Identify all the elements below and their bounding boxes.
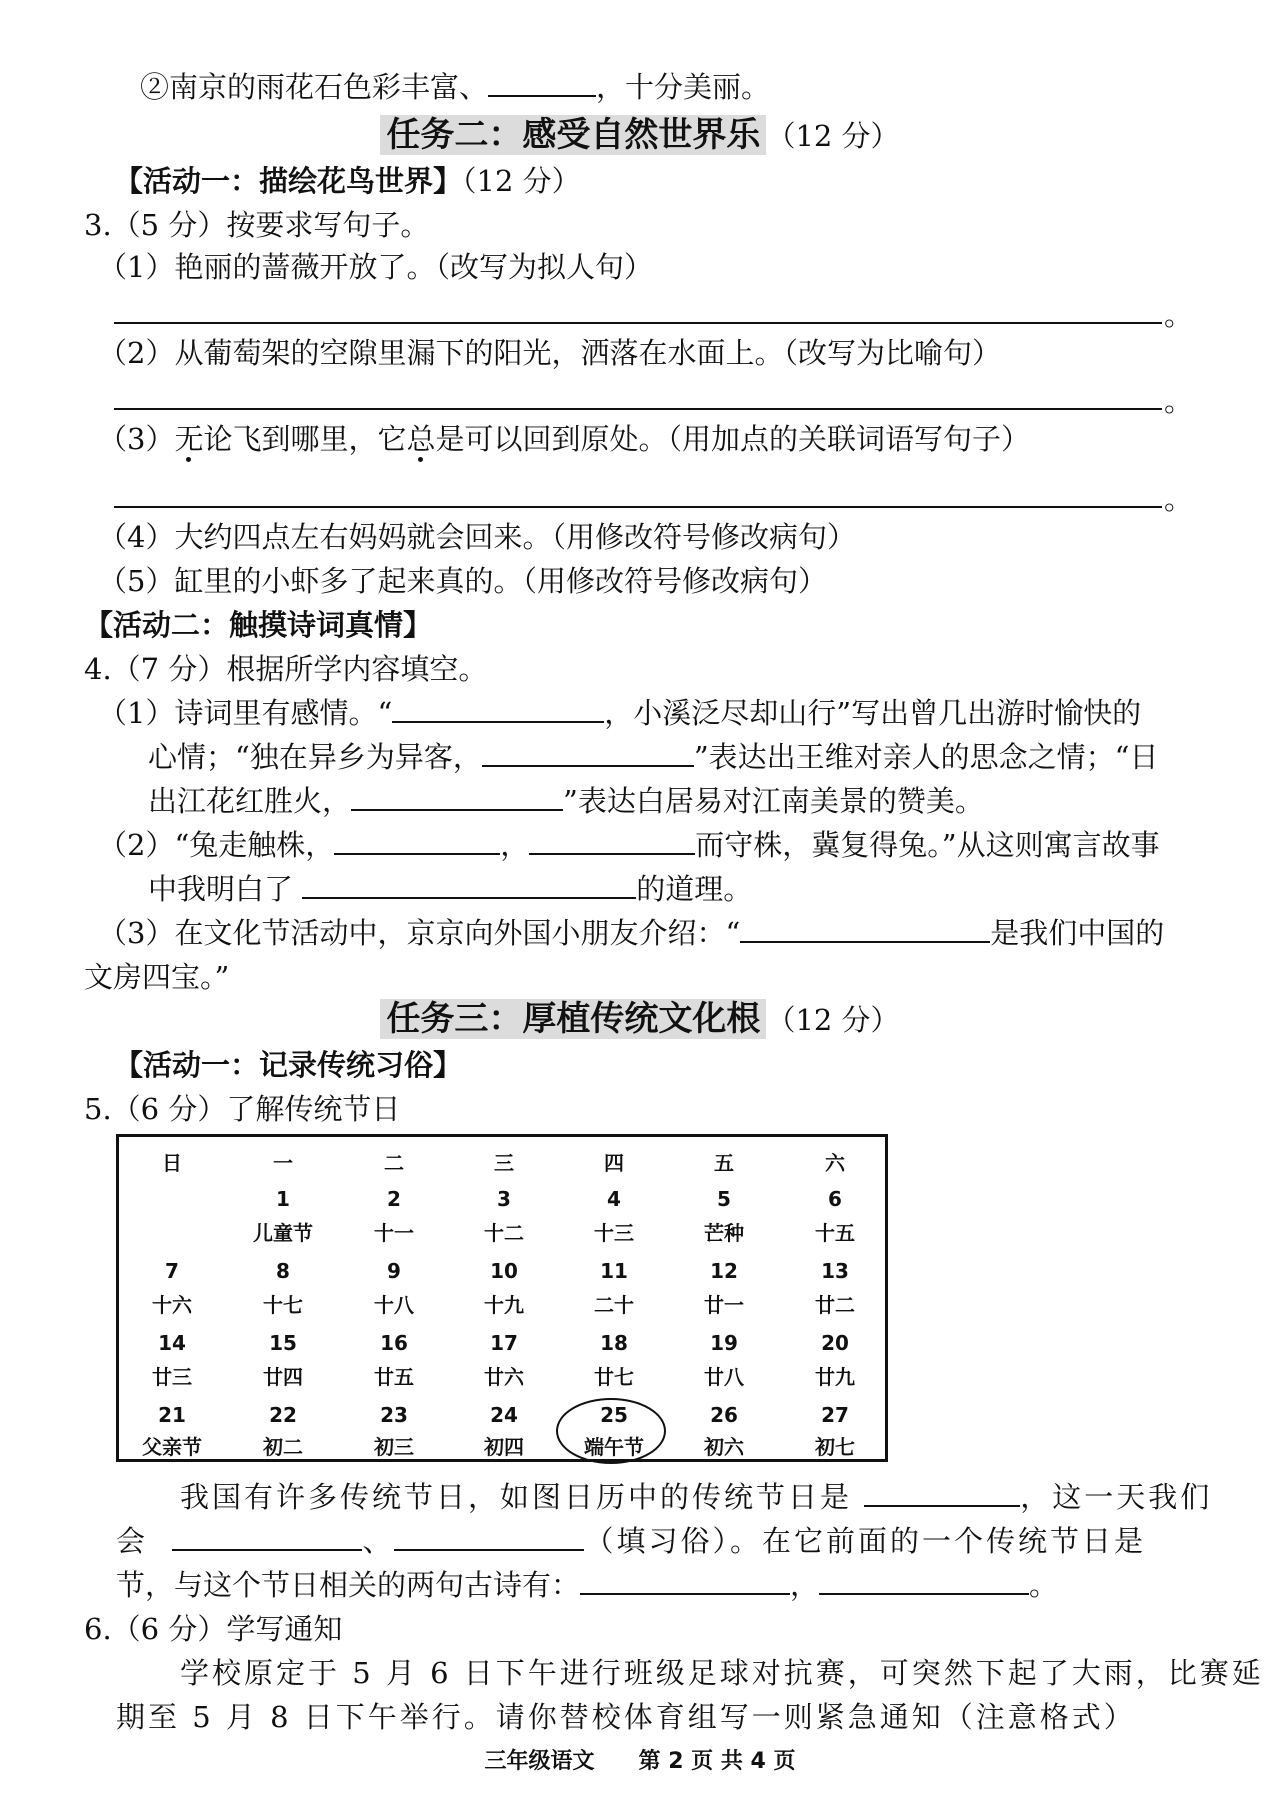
calendar-cell: 廿一 [704,1293,744,1317]
calendar-cell: 端午节 [584,1435,644,1459]
q4-item2-line1 [98,826,1160,864]
calendar-cell: 13 [821,1259,849,1283]
q5-stem: 5.（6 分）了解传统节日 [84,1092,401,1126]
q5-text-line1 [180,1478,1212,1516]
answer-blank[interactable] [488,69,596,97]
calendar-table [116,1134,888,1462]
answer-blank[interactable] [172,1523,362,1551]
q2-item2-text-end: ，十分美丽。 [596,70,771,104]
calendar-cell: 十一 [374,1221,414,1245]
calendar-cell: 24 [490,1403,518,1427]
q5-text: ， [790,1568,820,1602]
q5-text-line2 [116,1522,1146,1560]
q4-item2-line2 [148,870,752,908]
calendar-cell: 十七 [263,1293,303,1317]
q3-item3-num: （3） [98,422,175,456]
calendar-cell: 2 [387,1187,401,1211]
task3-title: 任务三：厚植传统文化根 [380,999,766,1039]
calendar-cell: 14 [158,1331,186,1355]
answer-blank[interactable] [392,695,604,723]
answer-blank[interactable] [864,1479,1020,1507]
task3-heading [0,996,1280,1043]
activity1-score: （12 分） [462,164,581,198]
calendar-cell: 十二 [484,1221,524,1245]
q2-item2-text: ②南京的雨花石色彩丰富、 [140,70,489,104]
q3-item3 [98,420,1030,458]
calendar-cell: 1 [276,1187,290,1211]
calendar-cell: 一 [273,1151,293,1175]
q4-text: 的道理。 [636,872,753,906]
calendar-cell: 廿六 [484,1365,524,1389]
calendar-cell: 初六 [704,1435,744,1459]
answer-blank[interactable] [819,1567,1029,1595]
calendar-cell: 四 [604,1151,624,1175]
dotted-word-wu: 无 [174,422,204,456]
answer-blank[interactable] [580,1567,790,1595]
calendar-cell: 9 [387,1259,401,1283]
q5-text: 。 [1029,1568,1059,1602]
dotted-word-zong: 总 [406,422,436,456]
answer-blank[interactable] [394,1523,584,1551]
calendar-cell: 22 [269,1403,297,1427]
calendar-cell: 6 [828,1187,842,1211]
festival-circle [556,1398,666,1464]
answer-blank[interactable] [334,827,500,855]
task2-heading [0,112,1280,159]
calendar-cell: 廿三 [152,1365,192,1389]
q6-stem: 6.（6 分）学写通知 [84,1612,343,1646]
q3-item1: （1）艳丽的蔷薇开放了。（改写为拟人句） [98,250,653,284]
calendar-cell: 25 [600,1403,628,1427]
q4-item1-line2 [148,738,1158,776]
q4-text: ， [500,828,530,862]
q4-text: 心情；“独在异乡为异客， [148,740,482,774]
calendar-cell: 16 [380,1331,408,1355]
q5-text: 、 [362,1524,395,1558]
page-footer: 三年级语文 第 2 页 共 4 页 [484,1749,796,1774]
calendar-cell: 19 [710,1331,738,1355]
calendar-cell: 儿童节 [253,1221,313,1245]
answer-line-2[interactable] [114,408,1162,410]
calendar-cell: 12 [710,1259,738,1283]
period-2: 。 [1164,384,1194,418]
calendar-cell: 26 [710,1403,738,1427]
calendar-cell: 廿七 [594,1365,634,1389]
task2-score: （12 分） [766,119,900,153]
q4-text: ，小溪泛尽却山行”写出曾几出游时愉快的 [604,696,1142,730]
q3-item3-text-end: 是可以回到原处。（用加点的关联词语写句子） [435,422,1031,456]
calendar-cell: 十三 [594,1221,634,1245]
q4-text: 出江花红胜火， [148,784,352,818]
answer-blank[interactable] [302,871,636,899]
activity2-heading [84,606,432,644]
q4-item3-line1 [98,914,1164,952]
q4-text: ”表达出王维对亲人的思念之情；“日 [693,740,1159,774]
calendar-cell: 11 [600,1259,628,1283]
calendar-cell: 4 [607,1187,621,1211]
q4-text: ”表达白居易对江南美景的赞美。 [563,784,984,818]
q4-text: （1）诗词里有感情。“ [98,696,393,730]
q3-stem: 3.（5 分）按要求写句子。 [84,208,430,242]
q4-text: 是我们中国的 [990,916,1165,950]
calendar-cell: 初二 [263,1435,303,1459]
activity3-heading [114,1046,462,1084]
calendar-cell: 廿四 [263,1365,303,1389]
calendar-cell: 初七 [815,1435,855,1459]
q3-item2: （2）从葡萄架的空隙里漏下的阳光，洒落在水面上。（改写为比喻句） [98,336,1001,370]
q4-text: （2）“兔走触株， [98,828,335,862]
calendar-cell: 父亲节 [142,1435,202,1459]
calendar-cell: 20 [821,1331,849,1355]
q3-item3-text: 论飞到哪里，它 [203,422,407,456]
calendar-cell: 10 [490,1259,518,1283]
answer-line-3[interactable] [114,506,1162,508]
q6-text-line2: 期至 5 月 8 日下午举行。请你替校体育组写一则紧急通知（注意格式） [116,1700,1136,1734]
calendar-cell: 日 [162,1151,182,1175]
q4-item3-line2: 文房四宝。” [84,960,230,994]
answer-blank[interactable] [482,739,694,767]
activity3-title: 【活动一：记录传统习俗】 [114,1048,463,1082]
calendar-cell: 廿二 [815,1293,855,1317]
q4-item1-line3 [148,782,984,820]
calendar-cell: 3 [497,1187,511,1211]
q2-item2-line [140,68,770,106]
period-3: 。 [1164,482,1194,516]
q5-text: 我国有许多传统节日，如图日历中的传统节日是 [180,1480,853,1514]
q5-text-line3 [116,1566,1058,1604]
calendar-cell: 5 [717,1187,731,1211]
calendar-cell: 15 [269,1331,297,1355]
calendar-cell: 17 [490,1331,518,1355]
calendar-cell: 十五 [815,1221,855,1245]
q5-text: 节，与这个节日相关的两句古诗有： [116,1568,581,1602]
q5-text: 会 [116,1524,149,1558]
answer-blank[interactable] [351,783,563,811]
q6-text-line1: 学校原定于 5 月 6 日下午进行班级足球对抗赛，可突然下起了大雨，比赛延 [180,1656,1264,1690]
calendar-cell: 十六 [152,1293,192,1317]
calendar-cell: 21 [158,1403,186,1427]
q4-item1-line1 [98,694,1141,732]
calendar-cell: 廿五 [374,1365,414,1389]
q5-text: ，这一天我们 [1020,1480,1213,1514]
answer-blank[interactable] [740,915,990,943]
activity1-title: 【活动一：描绘花鸟世界】 [114,164,463,198]
q3-item4: （4）大约四点左右妈妈就会回来。（用修改符号修改病句） [98,520,856,554]
calendar-cell: 二 [384,1151,404,1175]
answer-line-1[interactable] [114,322,1162,324]
period-1: 。 [1164,298,1194,332]
calendar-cell: 23 [380,1403,408,1427]
activity2-title: 【活动二：触摸诗词真情】 [84,608,433,642]
calendar-cell: 初三 [374,1435,414,1459]
calendar-cell: 六 [825,1151,845,1175]
q5-text: （填习俗）。在它前面的一个传统节日是 [584,1524,1146,1558]
calendar-cell: 18 [600,1331,628,1355]
q4-stem: 4.（7 分）根据所学内容填空。 [84,652,488,686]
q3-item5: （5）缸里的小虾多了起来真的。（用修改符号修改病句） [98,564,827,598]
calendar-cell: 27 [821,1403,849,1427]
calendar-cell: 十八 [374,1293,414,1317]
calendar-cell: 芒种 [704,1221,744,1245]
answer-blank[interactable] [529,827,695,855]
calendar-cell: 8 [276,1259,290,1283]
task3-score: （12 分） [766,1003,900,1037]
calendar-cell: 十九 [484,1293,524,1317]
q4-text: （3）在文化节活动中，京京向外国小朋友介绍：“ [98,916,741,950]
calendar-cell: 五 [714,1151,734,1175]
q4-text: 而守株，冀复得兔。”从这则寓言故事 [695,828,1160,862]
task2-title: 任务二：感受自然世界乐 [380,115,766,155]
calendar-cell: 廿八 [704,1365,744,1389]
calendar-cell: 二十 [594,1293,634,1317]
calendar-cell: 三 [494,1151,514,1175]
activity1-heading [114,162,581,200]
calendar-cell: 7 [165,1259,179,1283]
calendar-cell: 廿九 [815,1365,855,1389]
calendar-cell: 初四 [484,1435,524,1459]
q4-text: 中我明白了 [148,872,294,906]
